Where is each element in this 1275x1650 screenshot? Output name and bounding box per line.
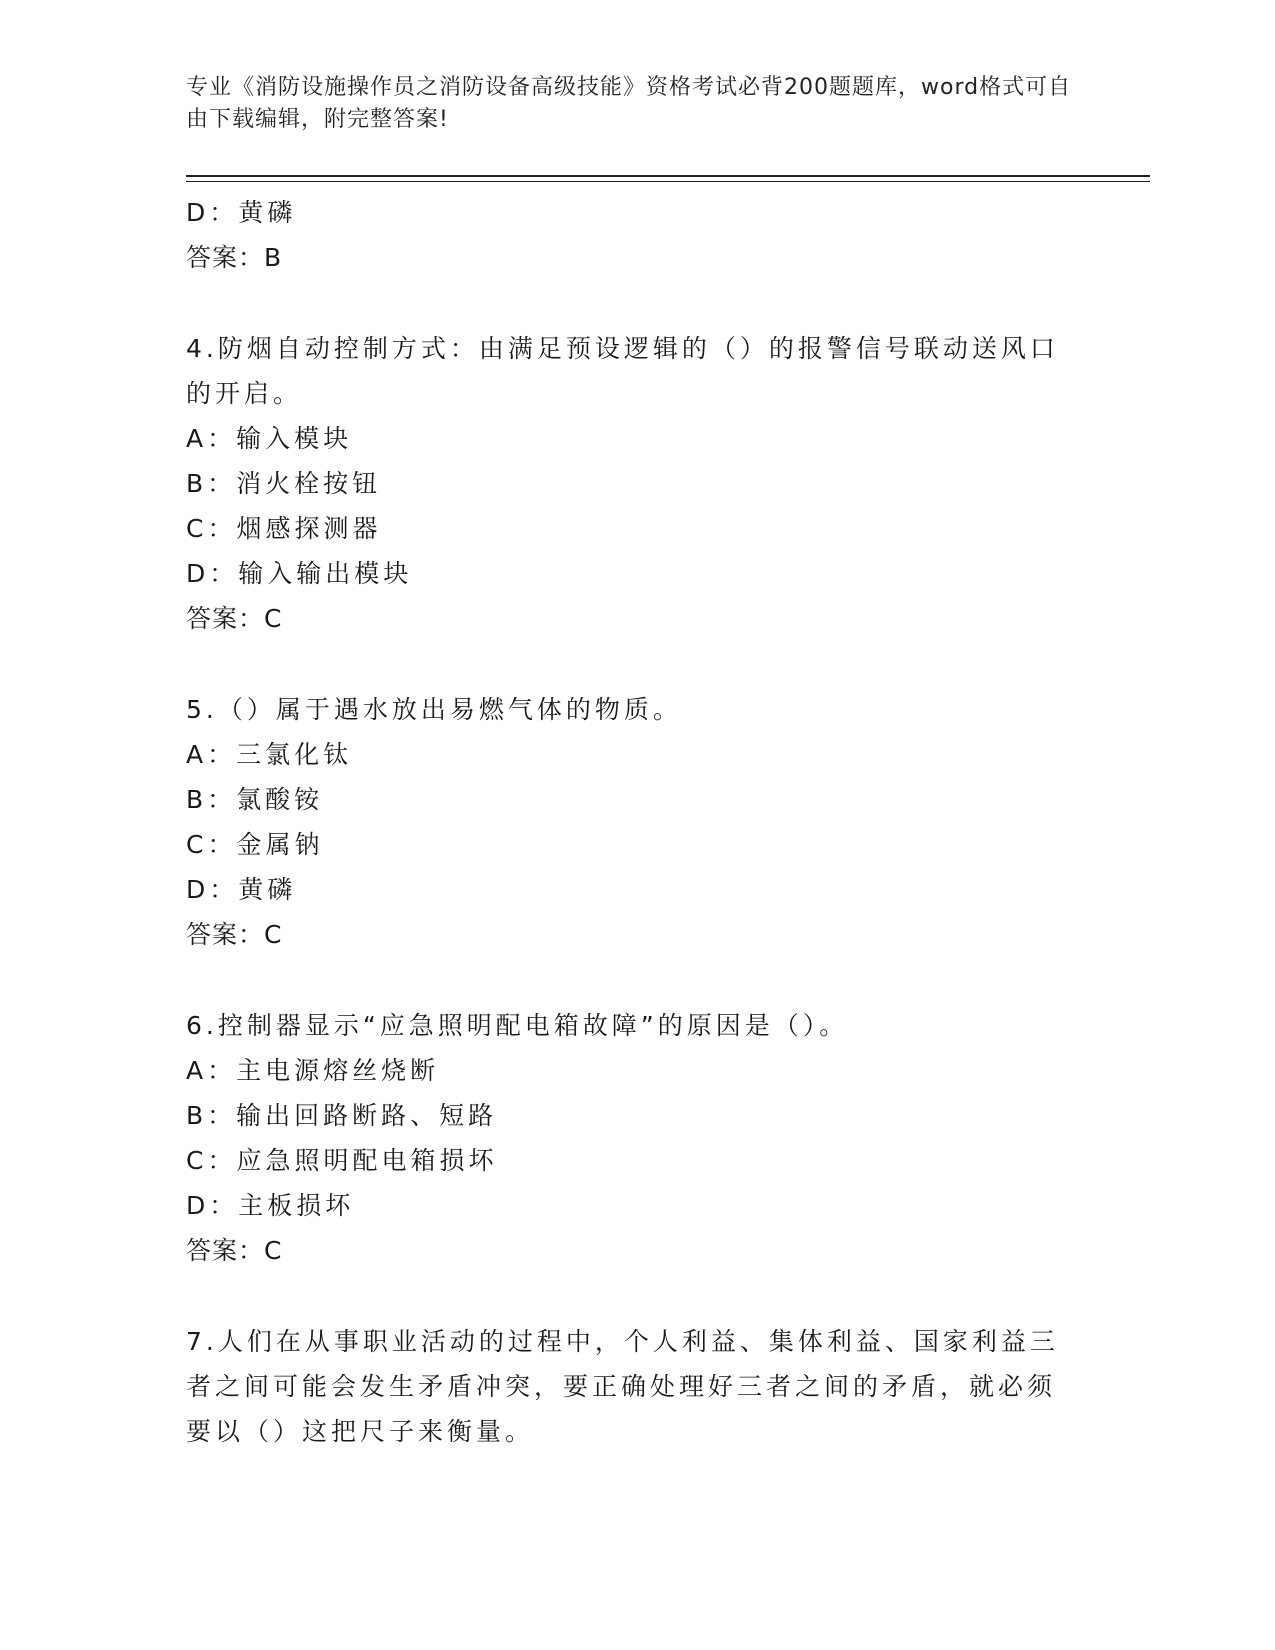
question-stem: 5.（）属于遇水放出易燃气体的物质。 [186, 695, 682, 724]
option-b: B：输出回路断路、短路 [186, 1101, 498, 1130]
question-fragment-3 [186, 190, 1076, 280]
option-d: D：输入输出模块 [186, 559, 413, 588]
option-d: D：黄磷 [186, 875, 297, 904]
spacer [186, 1273, 1076, 1319]
spacer [186, 957, 1076, 1003]
option-d: D：黄磷 [186, 198, 297, 227]
option-a: A：三氯化钛 [186, 740, 353, 769]
option-c: C：应急照明配电箱损坏 [186, 1146, 498, 1175]
spacer [186, 641, 1076, 687]
question-content [186, 190, 1076, 1454]
option-d: D：主板损坏 [186, 1191, 355, 1220]
question-stem: 6.控制器显示“应急照明配电箱故障”的原因是（）。 [186, 1011, 849, 1040]
question-7 [186, 1319, 1076, 1454]
option-c: C：金属钠 [186, 830, 324, 859]
question-stem: 7.人们在从事职业活动的过程中，个人利益、集体利益、国家利益三者之间可能会发生矛盾冲突，要正确处理好三者之间的矛盾，就必须要以（）这把尺子来衡量。 [186, 1327, 1059, 1446]
answer-line: 答案：B [186, 243, 283, 272]
question-5 [186, 687, 1076, 957]
page-header: 专业《消防设施操作员之消防设备高级技能》资格考试必背200题题库，word格式可自由下载编辑，附完整答案! [186, 75, 1072, 132]
question-6 [186, 1003, 1076, 1273]
answer-line: 答案：C [186, 1236, 283, 1265]
option-a: A：主电源熔丝烧断 [186, 1056, 440, 1085]
option-b: B：氯酸铵 [186, 785, 324, 814]
question-stem: 4.防烟自动控制方式：由满足预设逻辑的（）的报警信号联动送风口的开启。 [186, 334, 1059, 408]
question-4 [186, 326, 1076, 641]
header-divider-thin [186, 181, 1150, 182]
option-a: A：输入模块 [186, 424, 353, 453]
spacer [186, 280, 1076, 326]
option-c: C：烟感探测器 [186, 514, 382, 543]
answer-line: 答案：C [186, 920, 283, 949]
header-divider-thick [186, 175, 1150, 177]
answer-line: 答案：C [186, 604, 283, 633]
option-b: B：消火栓按钮 [186, 469, 382, 498]
